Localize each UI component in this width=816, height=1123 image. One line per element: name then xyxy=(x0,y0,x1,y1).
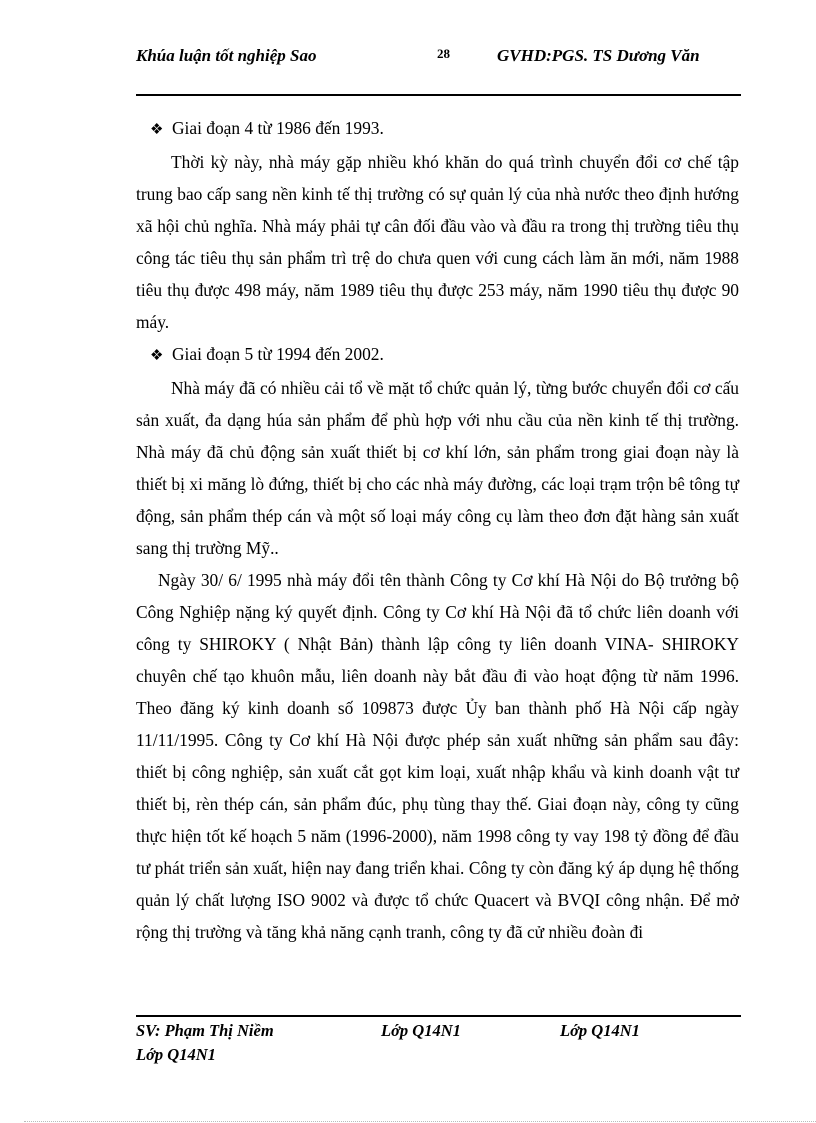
paragraph: Nhà máy đã có nhiều cải tổ về mặt tổ chức quản lý, từng bước chuyển đổi cơ cấu sản xuất, đa dạng húa sản phẩm để phù hợp với nhu cầu của nền kinh tế thị trường. Nhà máy đã chủ động sản xuất thiết bị cơ khí lớn, sản phẩm trong giai đoạn này là thiết bị xi măng lò đứng, thiết bị cho các nhà máy đường, các loại trạm trộn bê tông tự động, sản phẩm thép cán và một số loại máy công cụ làm theo đơn đặt hàng sản xuất sang thị trường Mỹ.. xyxy=(136,378,739,558)
footer-class: Lớp Q14N1 xyxy=(560,1021,640,1040)
header-thesis-title: Khúa luận tốt nghiệp Sao xyxy=(136,46,317,65)
bullet-item xyxy=(136,112,739,146)
footer-student-name: SV: Phạm Thị Niềm xyxy=(136,1021,274,1040)
footer-class: Lớp Q14N1 xyxy=(136,1045,216,1064)
page-edge-divider xyxy=(24,1121,816,1122)
document-body xyxy=(136,112,739,948)
diamond-bullet-icon: ❖ xyxy=(150,122,164,138)
footer-divider xyxy=(136,1015,741,1017)
header-supervisor: GVHD:PGS. TS Dương Văn xyxy=(497,46,700,65)
page-number: 28 xyxy=(437,46,450,61)
bullet-text: Giai đoạn 5 từ 1994 đến 2002. xyxy=(172,344,384,364)
paragraph: Ngày 30/ 6/ 1995 nhà máy đổi tên thành Công ty Cơ khí Hà Nội do Bộ trưởng bộ Công Nghiệp nặng ký quyết định. Công ty Cơ khí Hà Nội đã tổ chức liên doanh với công ty SHIROKY ( Nhật Bản) thành lập công ty liên doanh VINA- SHIROKY chuyên chế tạo khuôn mẫu, liên doanh này bắt đầu đi vào hoạt động từ năm 1996. Theo đăng ký kinh doanh số 109873 được Ủy ban thành phố Hà Nội cấp ngày 11/11/1995. Công ty Cơ khí Hà Nội được phép sản xuất những sản phẩm sau đây: thiết bị công nghiệp, sản xuất cắt gọt kim loại, xuất nhập khẩu và kinh doanh vật tư thiết bị, rèn thép cán, sản phẩm đúc, phụ tùng thay thế. Giai đoạn này, công ty cũng thực hiện tốt kế hoạch 5 năm (1996-2000), năm 1998 công ty vay 198 tỷ đồng để đầu tư phát triển sản xuất, hiện nay đang triển khai. Công ty còn đăng ký áp dụng hệ thống quản lý chất lượng ISO 9002 và được tổ chức Quacert và BVQI công nhận. Để mở rộng thị trường và tăng khả năng cạnh tranh, công ty đã cử nhiều đoàn đi xyxy=(136,570,739,942)
diamond-bullet-icon: ❖ xyxy=(150,348,164,364)
bullet-item xyxy=(136,338,739,372)
footer-class: Lớp Q14N1 xyxy=(381,1021,461,1040)
bullet-text: Giai đoạn 4 từ 1986 đến 1993. xyxy=(172,118,384,138)
paragraph: Thời kỳ này, nhà máy gặp nhiều khó khăn do quá trình chuyển đổi cơ chế tập trung bao cấp sang nền kinh tế thị trường có sự quản lý của nhà nước theo định hướng xã hội chủ nghĩa. Nhà máy phải tự cân đối đầu vào và đầu ra trong thị trường tiêu thụ công tác tiêu thụ sản phẩm trì trệ do chưa quen với cung cách làm ăn mới, năm 1988 tiêu thụ được 498 máy, năm 1989 tiêu thụ được 253 máy, năm 1990 tiêu thụ được 90 máy. xyxy=(136,152,739,332)
header-divider xyxy=(136,94,741,96)
